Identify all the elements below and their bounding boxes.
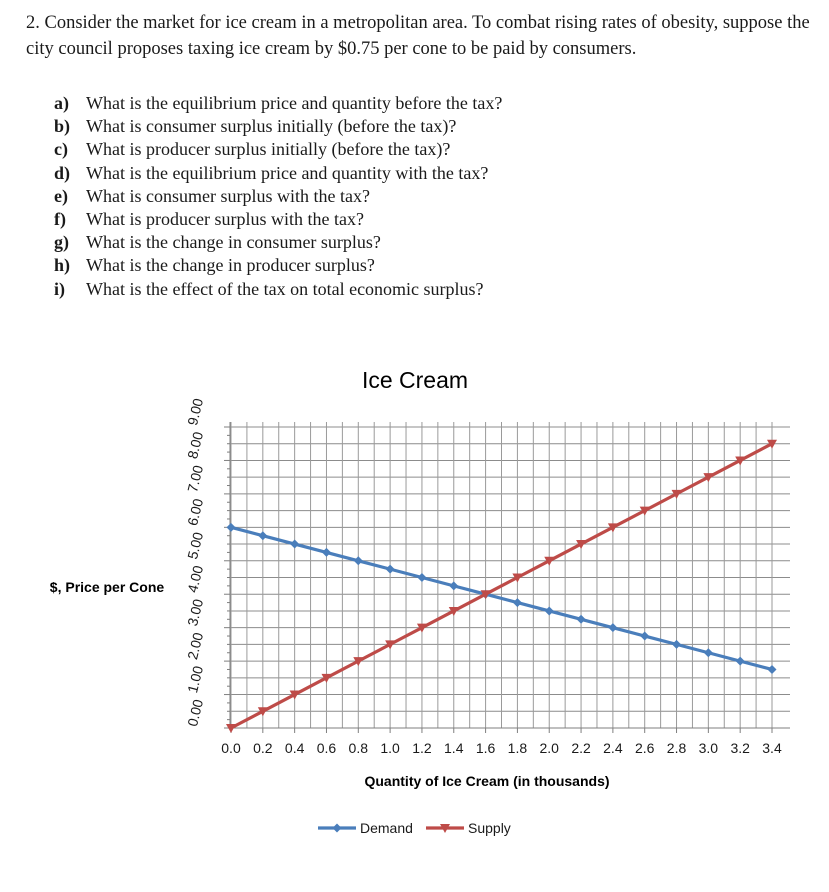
chart-title: Ice Cream: [361, 367, 469, 393]
x-tick-label: 3.2: [730, 740, 750, 756]
question-item: [54, 231, 774, 254]
data-point: [736, 657, 745, 666]
grid: [230, 422, 790, 728]
data-point: [333, 824, 342, 833]
data-point: [417, 573, 426, 582]
question-item: [54, 115, 774, 138]
data-point: [704, 648, 713, 657]
x-tick-label: 2.8: [666, 740, 687, 756]
y-tick-label: 1.00: [184, 664, 207, 695]
y-tick-label: 9.00: [184, 396, 207, 427]
y-tick-label: 3.00: [184, 597, 207, 628]
x-tick-label: 0.4: [284, 740, 305, 756]
x-tick-label: 3.0: [698, 740, 719, 756]
question-item: [54, 254, 774, 277]
question-item: [54, 185, 774, 208]
x-tick-label: 1.0: [380, 740, 400, 756]
data-point: [322, 548, 331, 557]
x-tick-labels: [221, 740, 782, 756]
question-item: [54, 162, 774, 185]
x-tick-label: 0.0: [221, 740, 241, 756]
data-point: [354, 556, 363, 565]
question-letter: a): [54, 93, 69, 113]
data-point: [545, 606, 554, 615]
question-text: What is the equilibrium price and quantity before the tax?: [86, 93, 503, 113]
question-text: What is consumer surplus with the tax?: [86, 185, 370, 206]
y-tick-label: 6.00: [184, 496, 207, 528]
question-text: What is the change in consumer surplus?: [86, 232, 381, 253]
legend: [318, 820, 511, 836]
data-point: [290, 540, 299, 549]
data-point: [608, 623, 617, 632]
y-tick-labels: [184, 396, 206, 728]
question-item: [54, 278, 774, 301]
x-tick-label: 3.4: [762, 740, 782, 756]
question-letter: h): [54, 255, 71, 276]
y-tick-label: 5.00: [184, 530, 207, 561]
legend-item-supply: [426, 820, 511, 836]
data-point: [386, 565, 395, 574]
legend-item-demand: [318, 820, 413, 836]
x-tick-label: 1.4: [444, 740, 464, 756]
x-tick-label: 2.4: [603, 740, 623, 756]
question-letter: b): [54, 116, 71, 137]
data-point: [449, 581, 458, 590]
x-tick-label: 0.6: [316, 740, 337, 756]
y-tick-label: 8.00: [184, 430, 207, 461]
question-item: [54, 138, 774, 161]
question-text: What is the equilibrium price and quantity with the tax?: [86, 162, 489, 183]
question-item: [54, 92, 774, 115]
y-tick-label: 0.00: [184, 697, 207, 728]
y-tick-label: 7.00: [184, 463, 207, 494]
data-point: [258, 531, 267, 540]
data-point: [513, 598, 522, 607]
y-tick-label: 2.00: [184, 630, 207, 662]
question-text: What is the effect of the tax on total economic surplus?: [86, 278, 484, 299]
x-tick-label: 2.6: [634, 740, 655, 756]
data-point: [227, 523, 236, 532]
data-point: [640, 632, 649, 641]
question-letter: i): [54, 278, 65, 299]
question-letter: c): [54, 139, 68, 160]
question-letter: d): [54, 162, 71, 183]
x-tick-label: 2.2: [571, 740, 591, 756]
x-tick-label: 0.2: [253, 740, 273, 756]
x-tick-label: 1.8: [507, 740, 528, 756]
question-text: What is producer surplus with the tax?: [86, 209, 364, 230]
question-text: What is producer surplus initially (before the tax)?: [86, 139, 451, 160]
legend-label: Demand: [360, 820, 413, 836]
question-text: What is consumer surplus initially (before the tax)?: [86, 116, 457, 137]
x-tick-label: 0.8: [348, 740, 369, 756]
question-item: [54, 208, 774, 231]
question-text: What is the change in producer surplus?: [86, 255, 375, 276]
x-tick-label: 2.0: [539, 740, 559, 756]
question-list: [54, 92, 774, 301]
x-tick-label: 1.2: [412, 740, 432, 756]
data-point: [577, 615, 586, 624]
y-axis-label: $, Price per Cone: [49, 579, 165, 595]
legend-label: Supply: [468, 820, 511, 836]
x-tick-label: 1.6: [475, 740, 496, 756]
x-axis-label: Quantity of Ice Cream (in thousands): [364, 773, 610, 789]
question-letter: e): [54, 185, 68, 206]
data-point: [672, 640, 681, 649]
data-point: [768, 665, 777, 674]
y-tick-label: 4.00: [184, 563, 207, 595]
problem-intro: 2. Consider the market for ice cream in a metropolitan area. To combat rising rates of obesity, suppose the city council proposes taxing ice cream by $0.75 per cone to be paid by consumers.: [26, 13, 810, 59]
question-letter: g): [54, 232, 69, 253]
question-letter: f): [54, 209, 66, 230]
ice-cream-chart: [0, 355, 829, 875]
